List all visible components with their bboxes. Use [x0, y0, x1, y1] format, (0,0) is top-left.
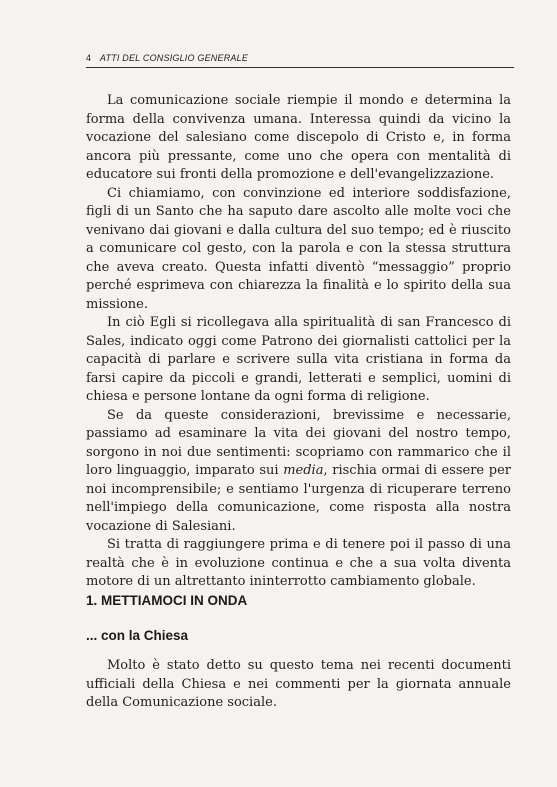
paragraph-4-part-1: Se da queste considerazioni, brevissime e necessarie, passiamo ad esaminare la vita dei giovani del nostro tempo, sorgono in noi due sentimenti: scopriamo con rammarico che il loro linguaggio, imparato sui [86, 407, 511, 478]
closing-paragraph: Molto è stato detto su questo tema nei recenti documenti ufficiali della Chiesa e nei commenti per la giornata annuale della Comunicazione sociale. [86, 658, 511, 710]
closing-text [86, 657, 511, 713]
paragraph-4-part-2: , rischia ormai di essere per noi incomprensibile; e sentiamo l'urgenza di ricuperare terreno nell'impiego della comunicazione, come risposta alla nostra vocazione di Salesiani. [86, 463, 511, 534]
paragraph-1: La comunicazione sociale riempie il mondo e determina la forma della convivenza umana. Interessa quindi da vicino la vocazione del salesiano come discepolo di Cristo e, in forma ancora più pressante, come uno che opera con mentalità di educatore sui fronti della promozione e dell'evangelizzazione. [86, 93, 511, 182]
paragraph-3: In ciò Egli si ricollegava alla spiritualità di san Francesco di Sales, indicato oggi come Patrono dei giornalisti cattolici per la capacità di parlare e scrivere sulla vita cristiana in forma da farsi capire da piccoli e grandi, letterati e semplici, uomini di chiesa e persone lontane da ogni forma di religione. [86, 315, 511, 404]
running-title: ATTI DEL CONSIGLIO GENERALE [99, 53, 249, 63]
paragraph-2: Ci chiamiamo, con convinzione ed interiore soddisfazione, figli di un Santo che ha saputo dare ascolto alle molte voci che venivano dai giovani e dalla cultura del suo tempo; ed è riuscito a comunicare col gesto, con la parola e con la stessa struttura che aveva creato. Questa infatti diventò “messaggio” proprio perché esprimeva con chiarezza la finalità e lo spirito della sua missione. [86, 185, 511, 312]
page-number: 4 [86, 53, 92, 63]
header-rule [86, 67, 514, 68]
paragraph-5: Si tratta di raggiungere prima e di tenere poi il passo di una realtà che è in evoluzione continua e che a sua volta diventa motore di un altrettanto ininterrotto cambiamento globale. [86, 537, 511, 589]
subheading: ... con la Chiesa [86, 628, 189, 643]
running-header [86, 53, 516, 63]
paragraph-4-italic: media [283, 463, 324, 478]
body-text [86, 92, 511, 592]
section-heading: 1. METTIAMOCI IN ONDA [86, 593, 248, 608]
paragraph-4 [86, 407, 511, 537]
